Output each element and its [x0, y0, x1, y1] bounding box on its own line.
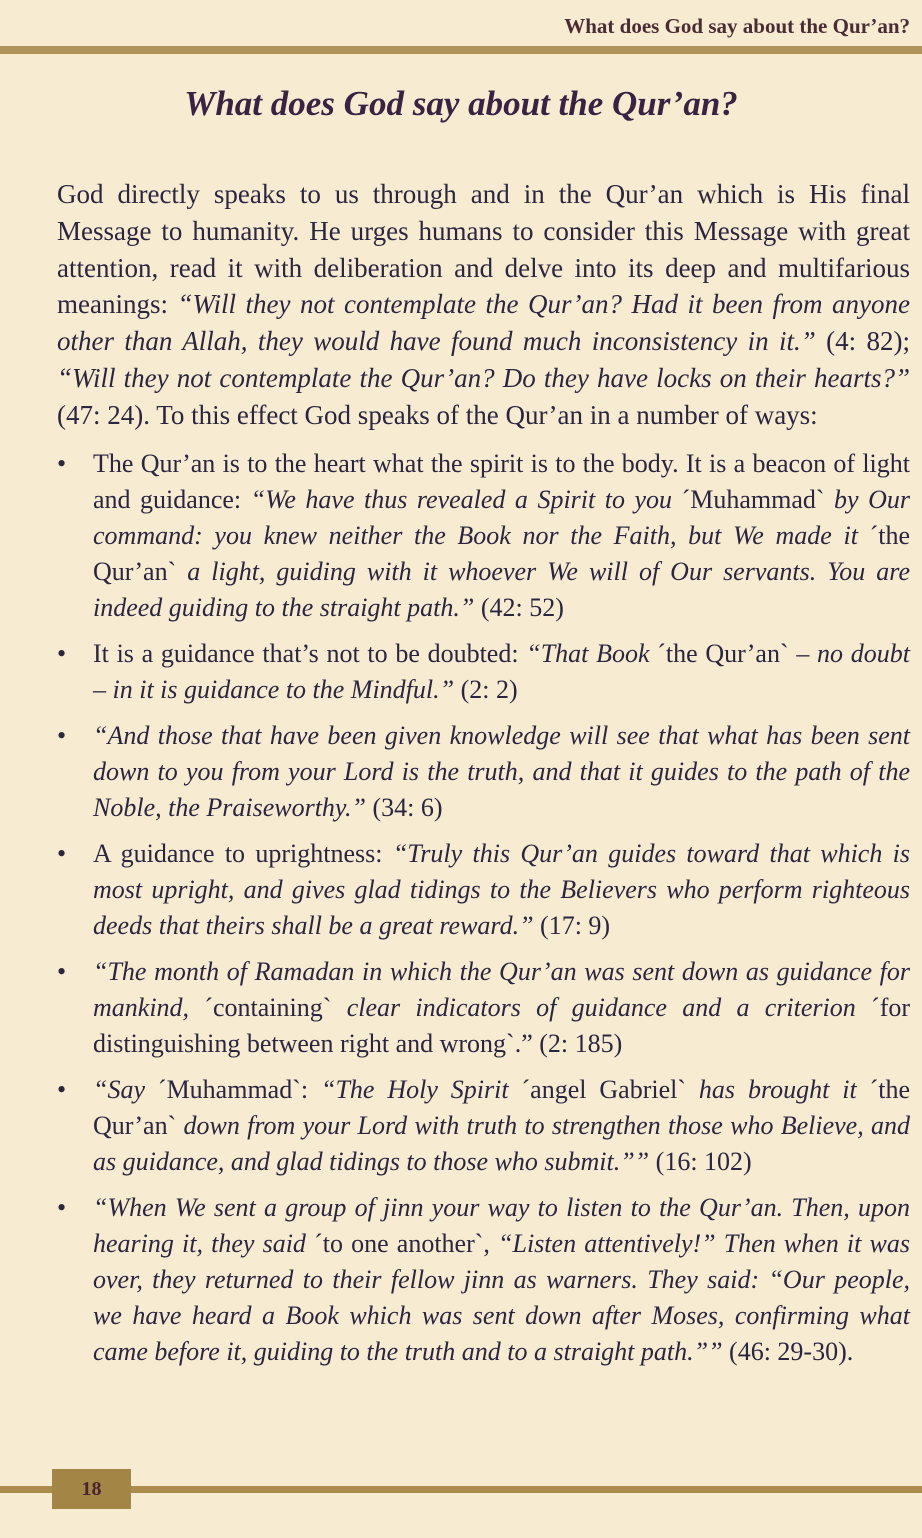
- body-text: (17: 9): [533, 910, 611, 940]
- list-item: [57, 836, 910, 944]
- body-text: ´Muhammad`:: [157, 1074, 321, 1104]
- bullet-icon: •: [57, 448, 67, 478]
- running-header: What does God say about the Qur’an?: [564, 14, 910, 38]
- list-item: [57, 446, 910, 626]
- body-text: ´the Qur’an`: [93, 520, 910, 586]
- quote-text: “Listen attentively!” Then when it was over, they returned to their fellow jinn as warners. They said: “Our people, we have heard a Book which was sent down after Moses, confirming what came before it, guiding to the truth and to a straight path.””: [93, 1228, 910, 1366]
- body-text: ´containing`: [204, 992, 347, 1022]
- body-text: (4: 82);: [815, 326, 910, 357]
- page-number: 18: [52, 1469, 131, 1509]
- bullet-icon: •: [57, 1192, 67, 1222]
- body-text: It is a guidance that’s not to be doubted:: [93, 638, 527, 668]
- list-item: [57, 1072, 910, 1180]
- quote-text: “Will they not contemplate the Qur’an? Had it been from anyone other than Allah, they would have found much inconsistency in it.”: [57, 289, 911, 357]
- body-text: (34: 6): [366, 792, 443, 822]
- list-item: [57, 636, 910, 708]
- quote-text: “Say: [93, 1074, 158, 1104]
- quote-text: – no doubt – in it is guidance to the Mindful.”: [93, 638, 910, 704]
- list-item: [57, 954, 910, 1062]
- body-text: ´the Qur’an`: [657, 638, 797, 668]
- bullet-icon: •: [57, 956, 67, 986]
- intro-paragraph: [57, 176, 910, 434]
- body-content: [57, 176, 910, 1380]
- quote-text: “We have thus revealed a Spirit to you: [250, 484, 682, 514]
- body-text: (47: 24). To this effect God speaks of the Qur’an in a number of ways:: [57, 399, 818, 430]
- quote-text: “When We sent a group of jinn your way to listen to the Qur’an. Then, upon hearing it, they said: [93, 1192, 910, 1258]
- body-text: A guidance to uprightness:: [93, 838, 393, 868]
- bullet-icon: •: [57, 1074, 67, 1104]
- body-text: ´the Qur’an`: [93, 1074, 911, 1140]
- body-text: ´to one another`,: [314, 1228, 499, 1258]
- body-text: God directly speaks to us through and in the Qur’an which is His final Message to humanity. He urges humans to consider this Message with great attention, read it with deliberation and delve into its deep and multifarious meanings:: [57, 179, 910, 320]
- quote-text: “The month of Ramadan in which the Qur’an was sent down as guidance for mankind,: [93, 956, 910, 1022]
- bullet-list: [57, 446, 910, 1370]
- body-text: ´for distinguishing between right and wrong`.” (2: 185): [93, 992, 911, 1058]
- list-item: [57, 1190, 910, 1370]
- bullet-icon: •: [57, 838, 67, 868]
- quote-text: clear indicators of guidance and a criterion: [346, 992, 872, 1022]
- quote-text: down from your Lord with truth to strengthen those who Believe, and as guidance, and glad tidings to those who submit.””: [93, 1110, 910, 1176]
- body-text: ´Muhammad`: [681, 484, 835, 514]
- quote-text: “That Book: [526, 638, 658, 668]
- body-text: ´angel Gabriel`: [521, 1074, 699, 1104]
- body-text: (2: 2): [454, 674, 518, 704]
- quote-text: by Our command: you knew neither the Book nor the Faith, but We made it: [93, 484, 910, 550]
- page-title: What does God say about the Qur’an?: [184, 84, 738, 123]
- quote-text: has brought it: [698, 1074, 870, 1104]
- bullet-icon: •: [57, 638, 67, 668]
- quote-text: “The Holy Spirit: [321, 1074, 522, 1104]
- list-item: [57, 718, 910, 826]
- body-text: The Qur’an is to the heart what the spirit is to the body. It is a beacon of light and guidance:: [93, 448, 910, 514]
- quote-text: “And those that have been given knowledge will see that what has been sent down to you from your Lord is the truth, and that it guides to the path of the Noble, the Praiseworthy.”: [93, 720, 910, 822]
- bullet-icon: •: [57, 720, 67, 750]
- quote-text: “Will they not contemplate the Qur’an? Do they have locks on their hearts?”: [57, 362, 910, 393]
- body-text: (42: 52): [474, 592, 564, 622]
- footer-rule: [0, 1486, 922, 1493]
- quote-text: “Truly this Qur’an guides toward that which is most upright, and gives glad tidings to the Believers who perform righteous deeds that theirs shall be a great reward.”: [93, 838, 911, 940]
- header-rule: [0, 46, 922, 54]
- quote-text: a light, guiding with it whoever We will of Our servants. You are indeed guiding to the straight path.”: [93, 556, 910, 622]
- body-text: (16: 102): [649, 1146, 752, 1176]
- body-text: (46: 29-30).: [722, 1336, 854, 1366]
